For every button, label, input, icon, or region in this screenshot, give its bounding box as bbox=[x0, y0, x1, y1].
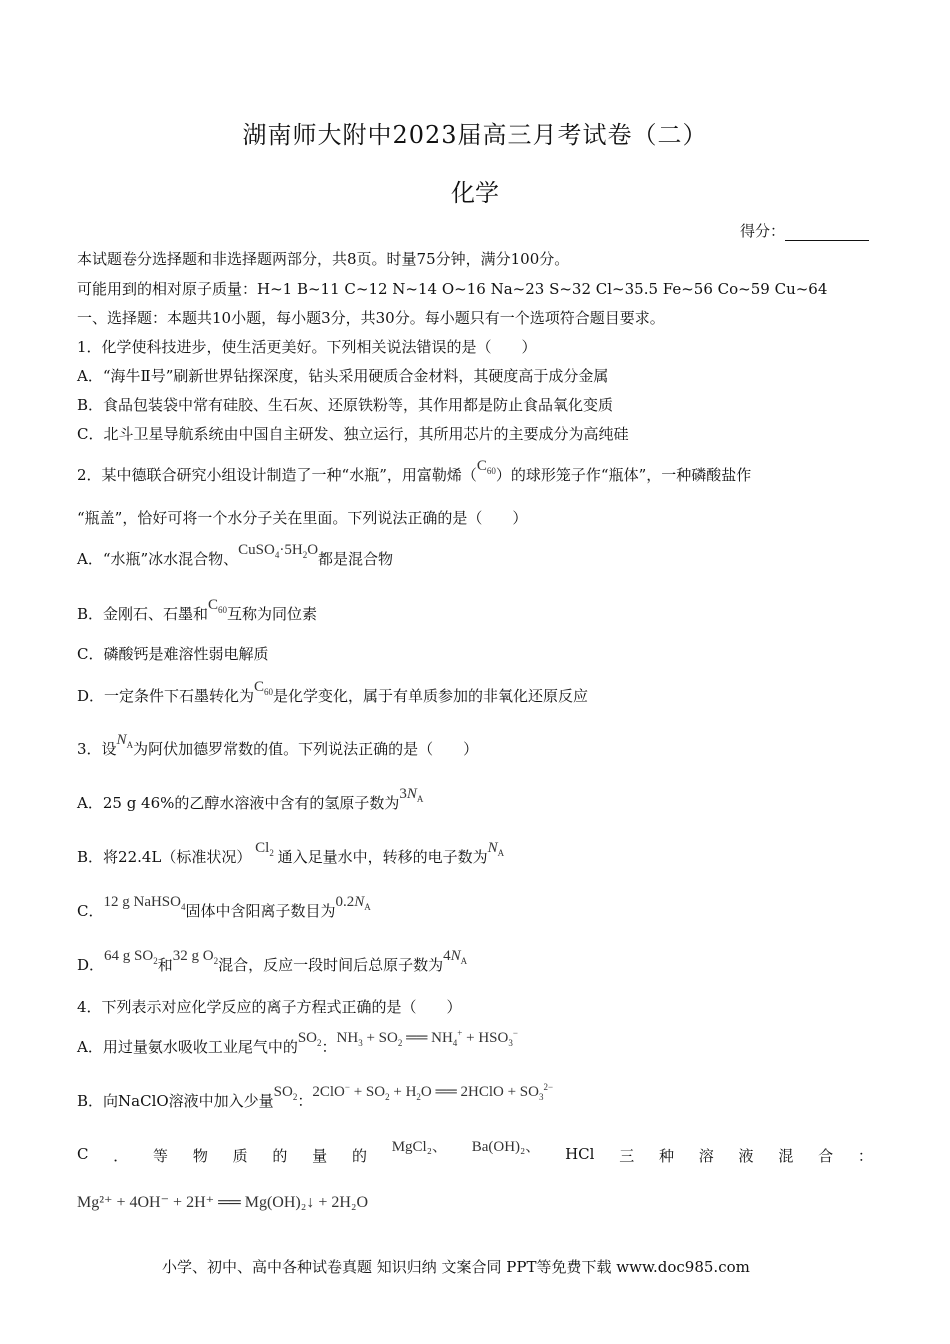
q2-a-text-end: 都是混合物 bbox=[318, 550, 394, 568]
q3-b-text-end: 通入足量水中，转移的电子数为 bbox=[277, 848, 488, 866]
q4-c-char: 溶 bbox=[698, 1147, 714, 1165]
q2-b-text-end: 互称为同位素 bbox=[227, 605, 318, 623]
q3-d-text: 混合，反应一段时间后总原子数为 bbox=[218, 956, 444, 974]
q3-option-d bbox=[77, 948, 468, 976]
q4-c-char: 液 bbox=[738, 1147, 754, 1165]
score-label: 得分： bbox=[740, 222, 786, 240]
q1-stem: 1．化学使科技进步，使生活更美好。下列相关说法错误的是（ ） bbox=[77, 338, 537, 356]
q3-a-text: A．25 g 46%的乙醇水溶液中含有的氢原子数为 bbox=[77, 794, 400, 812]
q3-c-text: 固体中含阳离子数目为 bbox=[185, 902, 336, 920]
formula-0.2na: $0.2N_A$ bbox=[335, 894, 371, 912]
q2-option-a bbox=[77, 542, 394, 570]
q2-stem-cont: “瓶盖”，恰好可将一个水分子关在里面。下列说法正确的是（ ） bbox=[77, 509, 528, 527]
q4-c-char: 的 bbox=[272, 1147, 288, 1165]
equation-a: $NH_3 + SO_2$ ══ $NH_4^+ + HSO_3^-$ bbox=[336, 1028, 518, 1048]
q2-b-text: B．金刚石、石墨和 bbox=[77, 605, 209, 623]
score-field bbox=[740, 220, 869, 241]
subject-title: 化学 bbox=[451, 179, 499, 207]
q3-c-label: C． bbox=[77, 902, 104, 920]
q3-stem bbox=[77, 732, 479, 760]
formula-32g-o2: 32 g $O_2$ bbox=[172, 948, 219, 966]
q4-a-text: A．用过量氨水吸收工业尾气中的 bbox=[77, 1038, 298, 1056]
q3-stem-a: 3．设 bbox=[77, 740, 117, 758]
formula-c60: $C_{60}$ bbox=[254, 679, 274, 697]
q3-option-a bbox=[77, 786, 424, 814]
page-title: 湖南师大附中2023届高三月考试卷（二） bbox=[242, 121, 708, 149]
formula-64g-so2: 64 g $SO_2$ bbox=[104, 948, 158, 966]
formula-so2: $SO_2$ bbox=[297, 1030, 322, 1048]
q4-stem: 4．下列表示对应化学反应的离子方程式正确的是（ ） bbox=[77, 998, 462, 1016]
q1-option-c: C．北斗卫星导航系统由中国自主研发、独立运行，其所用芯片的主要成分为高纯硅 bbox=[77, 425, 629, 443]
q4-c-char: 物 bbox=[192, 1147, 208, 1165]
formula-cl2: $Cl_2$ bbox=[251, 840, 274, 858]
q2-stem bbox=[77, 458, 752, 486]
formula-3na: $3N_A$ bbox=[399, 786, 424, 804]
q2-option-d bbox=[77, 679, 589, 707]
q3-option-c bbox=[77, 894, 371, 922]
q2-stem-part-a: 2．某中德联合研究小组设计制造了一种“水瓶”，用富勒烯（ bbox=[77, 466, 477, 484]
q4-c-char: 质 bbox=[232, 1147, 248, 1165]
q4-c-char: 等 bbox=[153, 1147, 169, 1165]
q4-c-char: 种 bbox=[658, 1147, 674, 1165]
q4-c-char: 三 bbox=[619, 1147, 635, 1165]
q4-c-char: ． bbox=[113, 1147, 129, 1165]
q2-d-text: D．一定条件下石墨转化为 bbox=[77, 687, 255, 705]
q2-a-text: A．“水瓶”冰水混合物、 bbox=[77, 550, 239, 568]
q4-b-text: B．向NaClO溶液中加入少量 bbox=[77, 1092, 274, 1110]
equation-b: $2ClO^- + SO_2 + H_2O$ ══ 2HClO + $SO_3^{2-}$ bbox=[312, 1082, 554, 1102]
q3-d-and: 和 bbox=[157, 956, 173, 974]
q4-option-c bbox=[77, 1139, 873, 1166]
formula-mgcl2: MgCl₂、 bbox=[391, 1139, 447, 1155]
q4-c-char: 量 bbox=[312, 1147, 328, 1165]
intro-line-2: 可能用到的相对原子质量：H~1 B~11 C~12 N~14 O~16 Na~23 S~32 Cl~35.5 Fe~56 Co~59 Cu~64 bbox=[77, 280, 828, 298]
formula-c60: $C_{60}$ bbox=[208, 597, 228, 615]
formula-baoh2: Ba(OH)₂、 bbox=[471, 1139, 541, 1155]
intro-line-1: 本试题卷分选择题和非选择题两部分，共8页。时量75分钟，满分100分。 bbox=[77, 250, 570, 268]
formula-c60: $C_{60}$ bbox=[476, 458, 496, 476]
formula-4na: $4N_A$ bbox=[443, 948, 468, 966]
q2-stem-part-b: ）的球形笼子作“瓶体”，一种磷酸盐作 bbox=[495, 466, 752, 484]
q2-d-text-end: 是化学变化，属于有单质参加的非氧化还原反应 bbox=[273, 687, 589, 705]
q3-d-label: D． bbox=[77, 956, 105, 974]
formula-na: $N_A$ bbox=[487, 840, 505, 858]
section-heading: 一、选择题：本题共10小题，每小题3分，共30分。每小题只有一个选项符合题目要求。 bbox=[77, 309, 665, 327]
formula-na: $N_A$ bbox=[116, 732, 134, 750]
q3-stem-b: 为阿伏加德罗常数的值。下列说法正确的是（ ） bbox=[133, 740, 479, 758]
formula-nahso4: 12 g NaHSO$_4$ bbox=[103, 894, 186, 912]
equation-c: Mg²⁺ + 4OH⁻ + 2H⁺ ══ Mg(OH)₂↓ + 2H₂O bbox=[77, 1194, 369, 1211]
formula-so2: $SO_2$ bbox=[273, 1084, 298, 1102]
q4-option-a: A．用过量氨水吸收工业尾气中的$SO_2$：$NH_3 + SO_2$ ══ $NH_4^+ + HSO_3^-$ bbox=[77, 1028, 518, 1056]
q3-b-text: B．将22.4L（标准状况） bbox=[77, 848, 252, 866]
q1-option-b: B．食品包装袋中常有硅胶、生石灰、还原铁粉等，其作用都是防止食品氧化变质 bbox=[77, 396, 614, 414]
formula-cuso4: $CuSO_4\cdot 5H_2O$ bbox=[238, 542, 319, 560]
footer-text: 小学、初中、高中各种试卷真题 知识归纳 文案合同 PPT等免费下载 www.doc985.com bbox=[162, 1258, 750, 1276]
q4-c-char: 混 bbox=[778, 1147, 794, 1165]
q4-c-char: C bbox=[77, 1145, 89, 1163]
q4-c-char: 合 bbox=[818, 1147, 834, 1165]
q1-option-a: A．“海牛Ⅱ号”刷新世界钻探深度，钻头采用硬质合金材料，其硬度高于成分金属 bbox=[77, 367, 609, 385]
q2-option-b bbox=[77, 597, 318, 625]
q2-option-c: C．磷酸钙是难溶性弱电解质 bbox=[77, 645, 269, 663]
q4-c-char: 的 bbox=[351, 1147, 367, 1165]
q4-c-char: HCl bbox=[565, 1145, 595, 1163]
q4-option-b: B．向NaClO溶液中加入少量$SO_2$：$2ClO^- + SO_2 + H_2O$ ══ 2HClO + $SO_3^{2-}$ bbox=[77, 1082, 554, 1110]
q3-option-b bbox=[77, 840, 505, 868]
q4-c-char: ： bbox=[857, 1147, 873, 1165]
score-blank bbox=[785, 226, 869, 241]
